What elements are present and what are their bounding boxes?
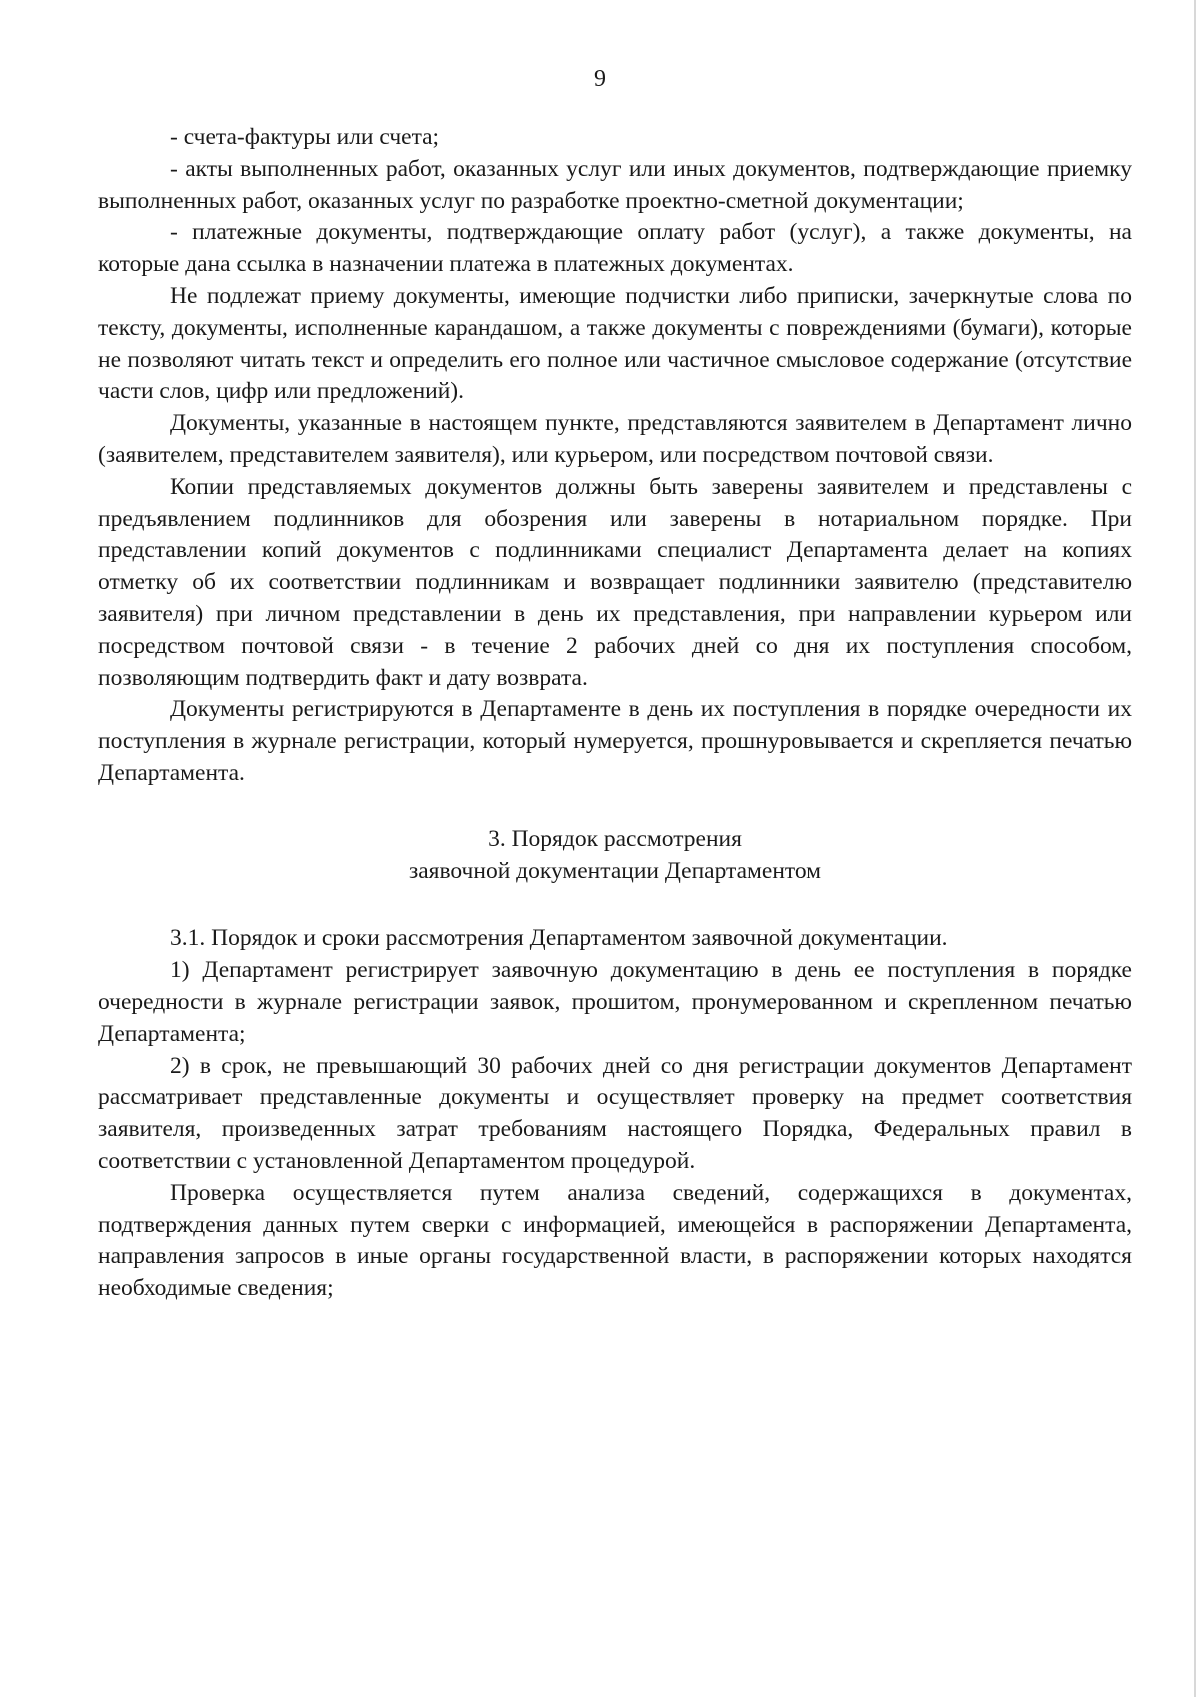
section-heading bbox=[98, 824, 1132, 888]
section-heading-line-2: заявочной документации Департаментом bbox=[408, 857, 822, 884]
paragraph-item-1: 1) Департамент регистрирует заявочную документацию в день ее поступления в порядке очередности в журнале регистрации заявок, прошитом, пронумерованном и скрепленном печатью Департамента; bbox=[98, 957, 1132, 1047]
section-heading-line-1: 3. Порядок рассмотрения bbox=[488, 825, 742, 852]
list-item-acts: - акты выполненных работ, оказанных услуг или иных документов, подтверждающие приемку выполненных работ, оказанных услуг по разработке проектно-сметной документации; bbox=[98, 155, 1132, 214]
paragraph-rejection-rules: Не подлежат приему документы, имеющие подчистки либо приписки, зачеркнутые слова по тексту, документы, исполненные карандашом, а также документы с повреждениями (бумаги), которые не позволяют читать текст и определить его полное или частичное смысловое содержание (отсутствие части слов, цифр или предложений). bbox=[98, 282, 1132, 405]
paragraph-verification: Проверка осуществляется путем анализа сведений, содержащихся в документах, подтверждения данных путем сверки с информацией, имеющейся в распоряжении Департамента, направления запросов в иные органы государственной власти, в распоряжении которых находятся необходимые сведения; bbox=[98, 1179, 1132, 1302]
paragraph-copies-certification: Копии представляемых документов должны быть заверены заявителем и представлены с предъявлением подлинников для обозрения или заверены в нотариальном порядке. При представлении копий документов с подлинниками специалист Департамента делает на копиях отметку об их соответствии подлинникам и возвращает подлинники заявителю (представителю заявителя) при личном представлении в день их представления, при направлении курьером или посредством почтовой связи - в течение 2 рабочих дней со дня их поступления способом, позволяющим подтвердить факт и дату возврата. bbox=[98, 473, 1132, 691]
list-item-invoices: - счета-фактуры или счета; bbox=[170, 124, 440, 150]
paragraph-registration: Документы регистрируются в Департаменте в день их поступления в порядке очередности их поступления в журнале регистрации, который нумеруется, прошнуровывается и скрепляется печатью Департамента. bbox=[98, 696, 1132, 786]
paragraph-item-2: 2) в срок, не превышающий 30 рабочих дней со дня регистрации документов Департамент рассматривает представленные документы и осуществляет проверку на предмет соответствия заявителя, произведенных затрат требованиям настоящего Порядка, Федеральных правил в соответствии с установленной Департаментом процедурой. bbox=[98, 1052, 1132, 1174]
paragraph-submission-methods: Документы, указанные в настоящем пункте, представляются заявителем в Департамент лично (заявителем, представителем заявителя), или курьером, или посредством почтовой связи. bbox=[98, 410, 1132, 468]
page-number: 9 bbox=[594, 66, 606, 92]
page-edge-shadow bbox=[1194, 0, 1196, 1697]
paragraph-3-1: 3.1. Порядок и сроки рассмотрения Департаментом заявочной документации. bbox=[170, 925, 948, 952]
list-item-payment-documents: - платежные документы, подтверждающие оплату работ (услуг), а также документы, на которые дана ссылка в назначении платежа в платежных документах. bbox=[98, 219, 1132, 278]
document-body bbox=[98, 122, 1132, 1305]
